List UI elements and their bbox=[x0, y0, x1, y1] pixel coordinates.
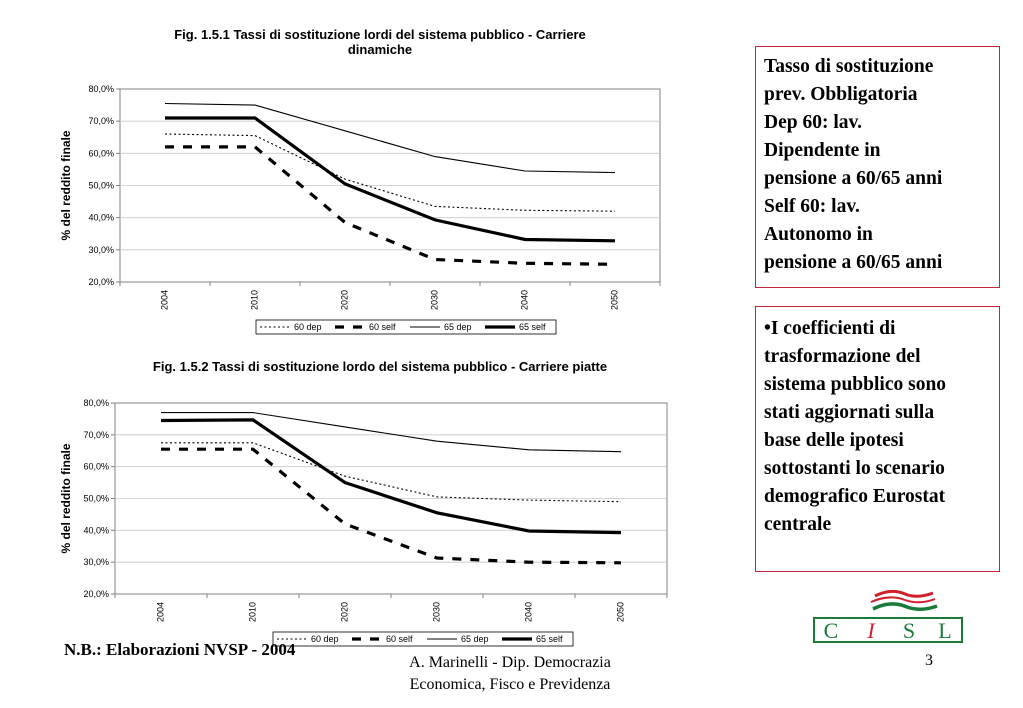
chart-title: Fig. 1.5.1 Tassi di sostituzione lordi del sistema pubblico - Carriere bbox=[174, 27, 586, 42]
info-line: Autonomo in bbox=[764, 224, 873, 245]
info-line: Tasso di sostituzione bbox=[764, 56, 934, 77]
series-line-65-dep bbox=[165, 104, 615, 173]
series-line-60-dep bbox=[161, 443, 621, 502]
info-line: •I coefficienti di bbox=[764, 318, 896, 339]
y-tick-label: 70,0% bbox=[88, 116, 114, 127]
info-line: base delle ipotesi bbox=[764, 430, 904, 451]
x-tick-label: 2030 bbox=[431, 602, 442, 623]
legend-entry: 65 self bbox=[536, 634, 563, 644]
legend-entry: 60 self bbox=[369, 322, 396, 332]
y-tick-label: 30,0% bbox=[88, 244, 114, 255]
chart-title: dinamiche bbox=[347, 42, 413, 57]
series-line-65-self bbox=[161, 420, 621, 533]
info-line: sistema pubblico sono bbox=[764, 374, 947, 395]
y-axis-label: % del reddito finale bbox=[59, 130, 73, 241]
x-tick-label: 2020 bbox=[339, 290, 350, 311]
info-line: demografico Eurostat bbox=[764, 486, 946, 507]
info-line: stati aggiornati sulla bbox=[764, 402, 935, 423]
series-line-60-dep bbox=[165, 134, 615, 211]
source-note: N.B.: Elaborazioni NVSP - 2004 bbox=[64, 640, 296, 659]
x-tick-label: 2030 bbox=[429, 290, 440, 311]
series-line-65-self bbox=[165, 118, 615, 241]
y-tick-label: 40,0% bbox=[83, 525, 109, 536]
legend-entry: 65 dep bbox=[444, 322, 472, 332]
info-box-coefficients bbox=[755, 306, 1000, 572]
flag-waves-icon bbox=[871, 591, 937, 609]
series-line-60-self bbox=[161, 449, 621, 563]
chart-svg bbox=[0, 355, 740, 665]
info-line: Dipendente in bbox=[764, 140, 881, 161]
y-tick-label: 40,0% bbox=[88, 212, 114, 223]
y-axis-label: % del reddito finale bbox=[59, 443, 73, 554]
logo-letter: S bbox=[902, 618, 916, 643]
info-line: prev. Obbligatoria bbox=[764, 84, 918, 105]
info-line: pensione a 60/65 anni bbox=[764, 168, 943, 189]
y-tick-label: 60,0% bbox=[83, 461, 109, 472]
logo-letter: L bbox=[938, 618, 952, 643]
legend-entry: 65 self bbox=[519, 322, 546, 332]
chart-svg bbox=[0, 0, 740, 332]
author-line: Economica, Fisco e Previdenza bbox=[409, 676, 611, 693]
author-credit bbox=[395, 652, 625, 696]
legend-entry: 60 self bbox=[386, 634, 413, 644]
x-tick-label: 2010 bbox=[247, 602, 258, 623]
logo-letter: C bbox=[823, 618, 839, 643]
y-tick-label: 30,0% bbox=[83, 557, 109, 568]
y-tick-label: 50,0% bbox=[83, 493, 109, 504]
chart-flat-careers bbox=[0, 355, 740, 665]
y-tick-label: 80,0% bbox=[88, 84, 114, 94]
author-line: A. Marinelli - Dip. Democrazia bbox=[409, 654, 611, 671]
info-line: Dep 60: lav. bbox=[764, 112, 863, 133]
y-tick-label: 70,0% bbox=[83, 429, 109, 440]
x-tick-label: 2020 bbox=[339, 602, 350, 623]
chart-title: Fig. 1.5.2 Tassi di sostituzione lordo del sistema pubblico - Carriere piatte bbox=[152, 359, 608, 374]
x-tick-label: 2010 bbox=[249, 290, 260, 311]
x-tick-label: 2040 bbox=[523, 602, 534, 623]
legend-entry: 65 dep bbox=[461, 634, 489, 644]
y-tick-label: 80,0% bbox=[83, 398, 109, 408]
x-tick-label: 2040 bbox=[519, 290, 530, 311]
x-tick-label: 2050 bbox=[615, 602, 626, 623]
info-line: pensione a 60/65 anni bbox=[764, 252, 943, 273]
x-tick-label: 2004 bbox=[155, 602, 166, 623]
y-tick-label: 50,0% bbox=[88, 180, 114, 191]
info-line: Self 60: lav. bbox=[764, 196, 860, 217]
info-line: trasformazione del bbox=[764, 346, 921, 367]
chart-dynamic-careers bbox=[0, 0, 740, 332]
logo-letter: I bbox=[867, 618, 875, 643]
legend-entry: 60 dep bbox=[311, 634, 339, 644]
info-line: sottostanti lo scenario bbox=[764, 458, 945, 479]
x-tick-label: 2004 bbox=[159, 290, 170, 311]
y-tick-label: 20,0% bbox=[88, 277, 114, 287]
info-line: centrale bbox=[764, 514, 832, 535]
y-tick-label: 20,0% bbox=[83, 589, 109, 599]
y-tick-label: 60,0% bbox=[88, 148, 114, 159]
legend-entry: 60 dep bbox=[294, 322, 322, 332]
x-tick-label: 2050 bbox=[609, 290, 620, 311]
series-line-60-self bbox=[165, 147, 615, 264]
cisl-logo bbox=[813, 588, 963, 644]
info-box-definitions bbox=[755, 46, 1000, 288]
page-number: 3 bbox=[925, 652, 933, 669]
